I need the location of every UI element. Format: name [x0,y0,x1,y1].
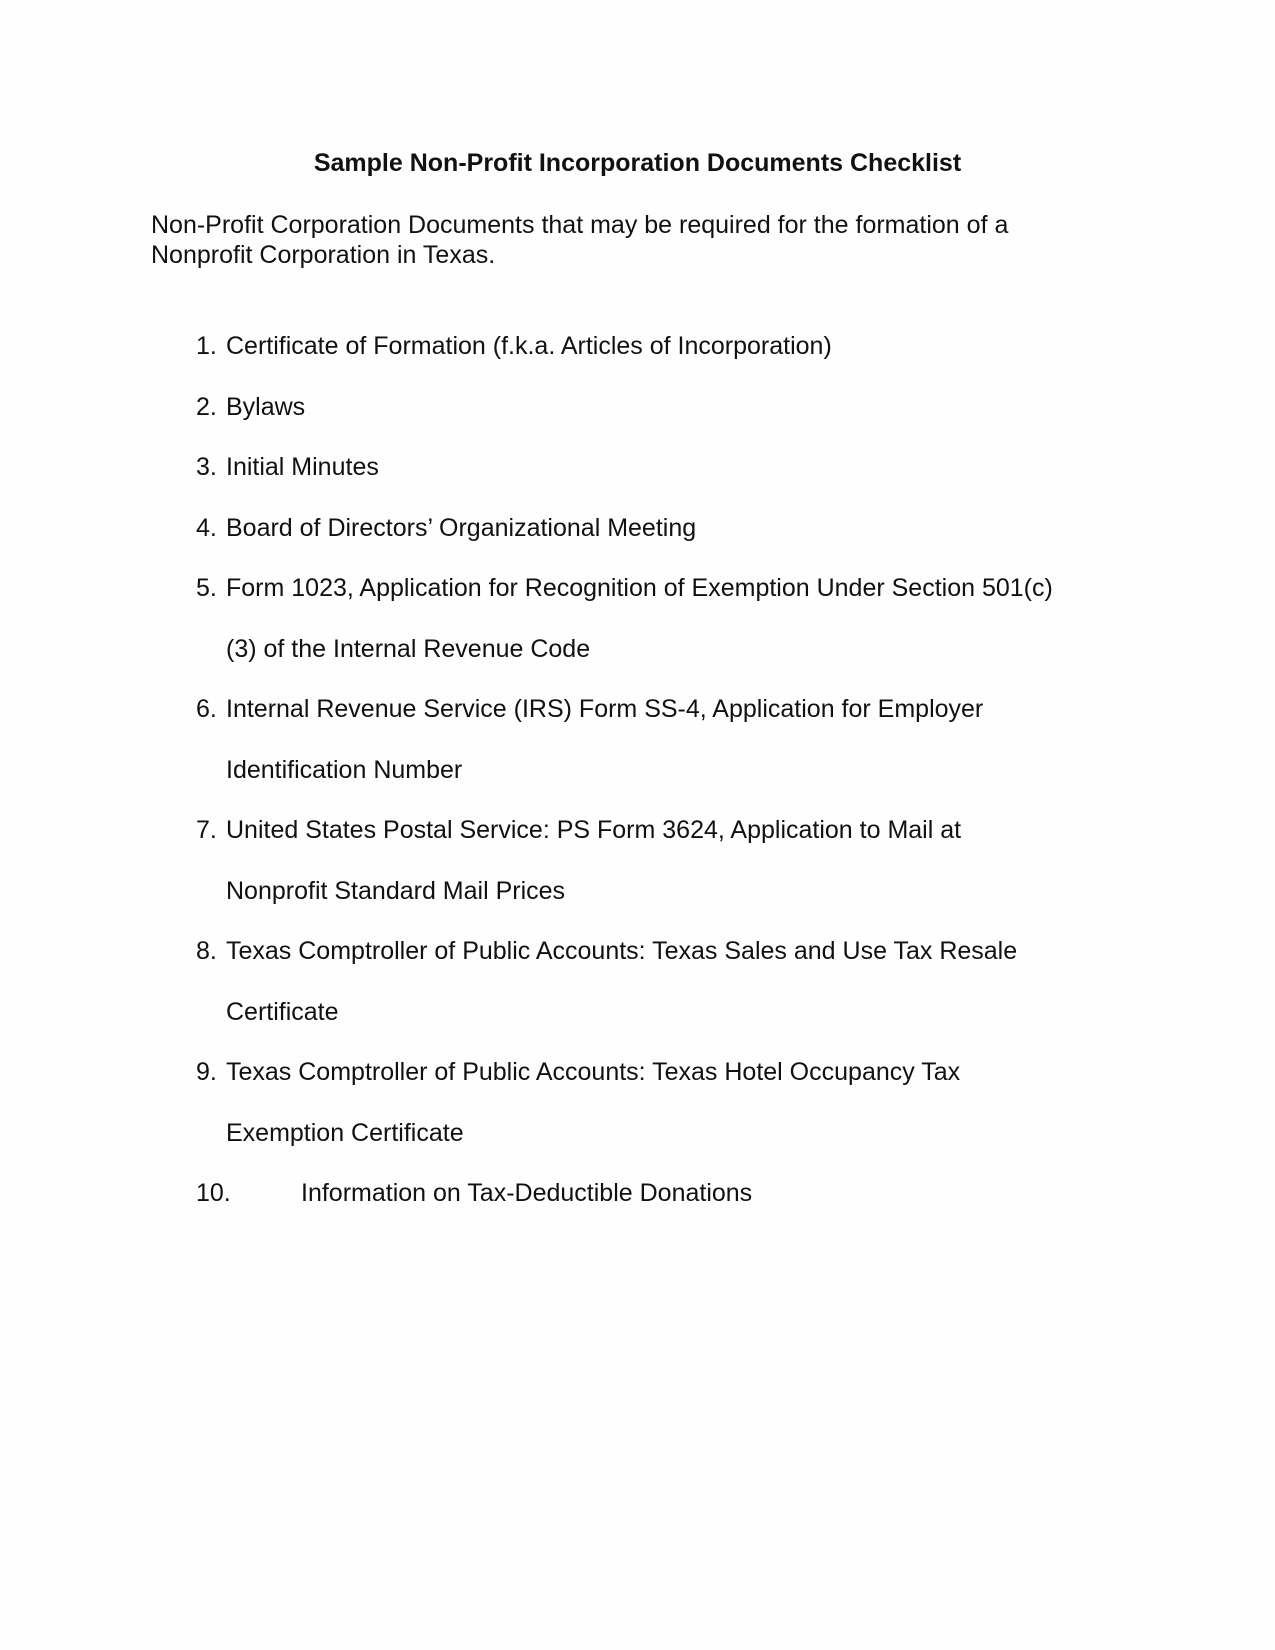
item-number: 3. [196,453,217,481]
checklist-item-6 [0,694,984,785]
item-text: Board of Directors’ Organizational Meeting [226,513,697,542]
intro-line-2: Nonprofit Corporation in Texas. [151,241,496,269]
item-text-continued: Identification Number [226,755,463,784]
checklist-item-1 [0,331,832,361]
item-text: Bylaws [226,392,306,421]
item-number: 4. [196,513,217,542]
item-number: 9. [196,1058,217,1086]
item-number: 2. [196,392,217,421]
checklist-item-4 [0,513,827,543]
document-title: Sample Non-Profit Incorporation Documents Checklist [313,149,962,177]
item-text: Internal Revenue Service (IRS) Form SS-4, Application for Employer [226,695,984,723]
checklist-item-5 [0,573,1053,664]
item-text: United States Postal Service: PS Form 3624, Application to Mail at [226,816,962,844]
checklist-item-8 [0,936,1018,1027]
item-text-continued: (3) of the Internal Revenue Code [226,634,591,663]
checklist-item-10 [0,1178,827,1208]
item-text-continued: Exemption Certificate [226,1118,464,1147]
documents-checklist [0,331,1053,1239]
intro-line-1: Non-Profit Corporation Documents that may be required for the formation of a [151,211,1009,239]
checklist-item-7 [0,815,962,906]
checklist-item-9 [0,1057,961,1148]
item-number: 5. [196,574,217,602]
item-text: Texas Comptroller of Public Accounts: Texas Hotel Occupancy Tax [226,1058,961,1086]
item-text: Form 1023, Application for Recognition of Exemption Under Section 501(c) [226,574,1053,602]
item-number: 10. [196,1179,231,1207]
item-text-continued: Nonprofit Standard Mail Prices [226,876,566,905]
item-number: 7. [196,816,217,844]
item-number: 1. [196,332,217,360]
item-text: Certificate of Formation (f.k.a. Articles of Incorporation) [226,332,832,360]
item-text: Texas Comptroller of Public Accounts: Texas Sales and Use Tax Resale [226,937,1018,965]
item-number: 6. [196,695,217,723]
intro-paragraph [151,210,1151,270]
item-text-continued: Certificate [226,997,339,1026]
checklist-item-3 [0,452,827,482]
item-number: 8. [196,937,217,965]
item-text: Initial Minutes [226,453,379,481]
checklist-item-2 [0,392,827,422]
item-text: Information on Tax-Deductible Donations [301,1179,753,1207]
